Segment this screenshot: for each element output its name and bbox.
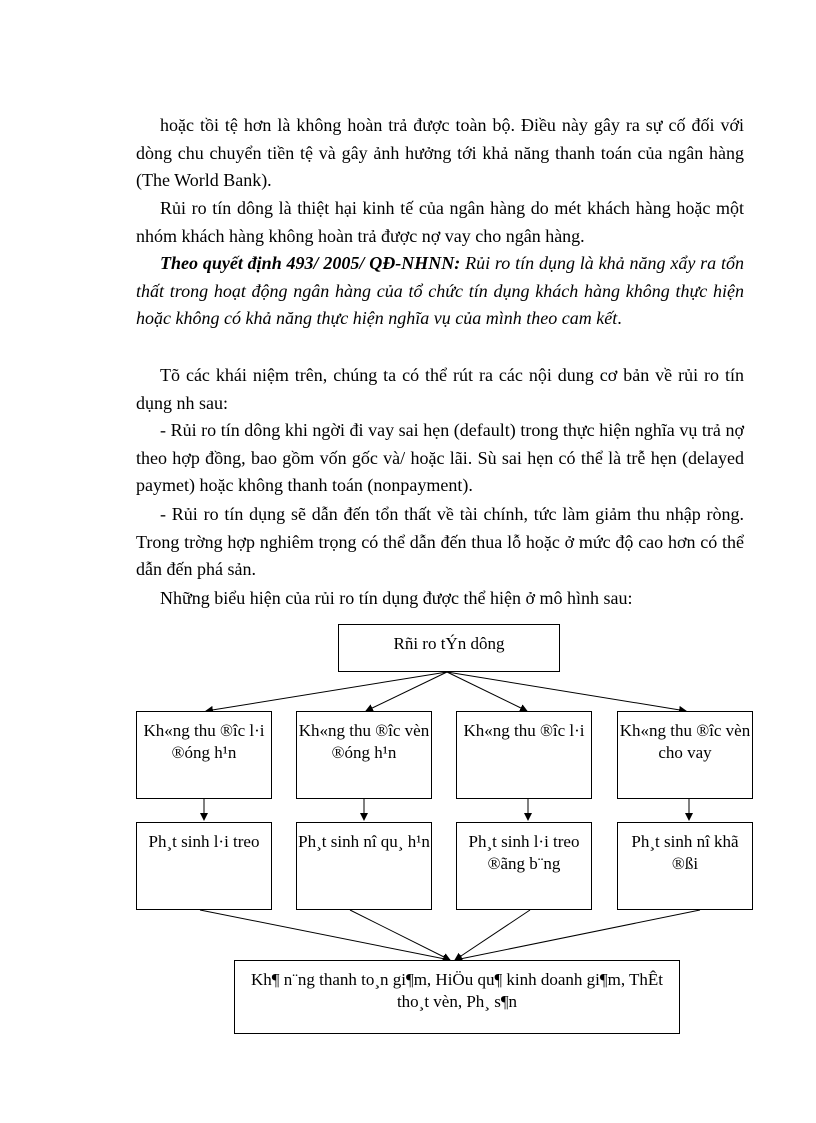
paragraph-1: hoặc tồi tệ hơn là không hoàn trả được toàn bộ. Điều này gây ra sự cố đối với dòng chu chuyển tiền tệ và gây ảnh hưởng tới khả năng thanh toán của ngân hàng (The World Bank). xyxy=(136,115,744,190)
decision-definition: Rủi ro tín dụng là khả năng xẩy ra tổn thất trong hoạt động ngân hàng của tổ chức tín dụng khách hàng không thực hiện hoặc không có khả năng thực hiện nghĩa vụ của mình theo cam kết xyxy=(136,253,745,328)
diagram-box-level2-4: Ph¸t sinh nî khã ®ßi xyxy=(617,822,753,910)
paragraph-2: Rủi ro tín dông là thiệt hại kinh tế của ngân hàng do mét khách hàng hoặc một nhóm khách hàng không hoàn trả được nợ vay cho ngân hàng. xyxy=(136,198,744,246)
paragraph-4: Tõ các khái niệm trên, chúng ta có thể rút ra các nội dung cơ bản về rủi ro tín dụng nh sau: xyxy=(136,365,744,413)
diagram-box-level1-4: Kh«ng thu ®îc vèn cho vay xyxy=(617,711,753,799)
diagram-box-level2-2: Ph¸t sinh nî qu¸ h¹n xyxy=(296,822,432,910)
diagram-box-level2-3: Ph¸t sinh l·i treo ®ãng b¨ng xyxy=(456,822,592,910)
decision-reference: Theo quyết định 493/ 2005/ QĐ-NHNN: xyxy=(160,253,461,273)
diagram-box-level1-1: Kh«ng thu ®îc l·i ®óng h¹n xyxy=(136,711,272,799)
paragraph-5: Những biểu hiện của rủi ro tín dụng được thể hiện ở mô hình sau: xyxy=(160,588,633,608)
diagram-box-consequences: Kh¶ n¨ng thanh to¸n gi¶m, HiÖu qu¶ kinh doanh gi¶m, ThÊt tho¸t vèn, Ph¸ s¶n xyxy=(234,960,680,1034)
bullet-1: - Rủi ro tín dông khi ngời đi vay sai hẹn (default) trong thực hiện nghĩa vụ trả nợ theo hợp đồng, bao gồm vốn gốc và/ hoặc lãi. Sù sai hẹn có thể là trễ hẹn (delayed paymet) hoặc không thanh toán (nonpayment). xyxy=(136,420,744,495)
diagram-box-level1-2: Kh«ng thu ®îc vèn ®óng h¹n xyxy=(296,711,432,799)
diagram-box-level2-1: Ph¸t sinh l·i treo xyxy=(136,822,272,910)
diagram-box-credit-risk: Rñi ro tÝn dông xyxy=(338,624,560,672)
diagram-box-level1-3: Kh«ng thu ®îc l·i xyxy=(456,711,592,799)
bullet-2: - Rủi ro tín dụng sẽ dẫn đến tổn thất về tài chính, tức làm giảm thu nhập ròng. Trong trờng hợp nghiêm trọng có thể dẫn đến thua lỗ hoặc ở mức độ cao hơn có thể dẫn đến phá sản. xyxy=(136,504,744,579)
decision-period: . xyxy=(617,308,622,328)
